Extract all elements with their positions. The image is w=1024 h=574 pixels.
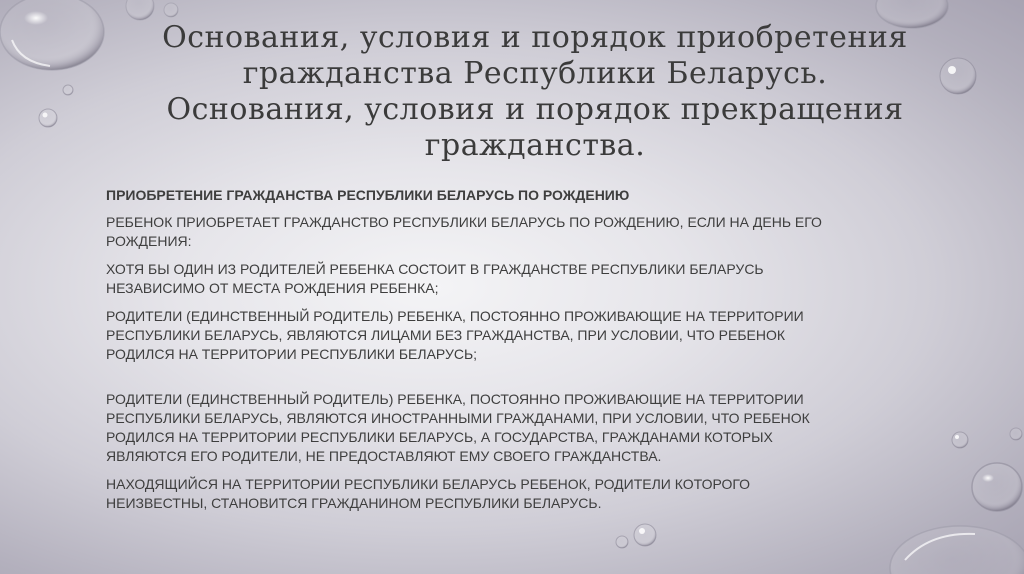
paragraph-condition-3: РОДИТЕЛИ (ЕДИНСТВЕННЫЙ РОДИТЕЛЬ) РЕБЕНКА, ПОСТОЯННО ПРОЖИВАЮЩИЕ НА ТЕРРИТОРИИ РЕСПУБЛИКИ БЕЛАРУСЬ, ЯВЛЯЮТСЯ ИНОСТРАННЫМИ ГРАЖДАНАМИ, ПРИ УСЛОВИИ, ЧТО РЕБЕНОК РОДИЛСЯ НА ТЕРРИТОРИИ РЕСПУБЛИКИ БЕЛАРУСЬ, А ГОСУДАРСТВА, ГРАЖДАНАМИ КОТОРЫХ ЯВЛЯЮТСЯ ЕГО РОДИТЕЛИ, НЕ ПРЕДОСТАВЛЯЮТ ЕМУ СВОЕГО ГРАЖДАНСТВА. [106,391,810,464]
paragraph-condition-2: РОДИТЕЛИ (ЕДИНСТВЕННЫЙ РОДИТЕЛЬ) РЕБЕНКА, ПОСТОЯННО ПРОЖИВАЮЩИЕ НА ТЕРРИТОРИИ РЕСПУБЛИКИ БЕЛАРУСЬ, ЯВЛЯЮТСЯ ЛИЦАМИ БЕЗ ГРАЖДАНСТВА, ПРИ УСЛОВИИ, ЧТО РЕБЕНОК РОДИЛСЯ НА ТЕРРИТОРИИ РЕСПУБЛИКИ БЕЛАРУСЬ; [106,308,804,362]
drop-bottom-right [890,428,1024,574]
drop-top-left-large [0,0,104,70]
drop-bottom-middle [616,524,656,548]
paragraph-foundling: НАХОДЯЩИЙСЯ НА ТЕРРИТОРИИ РЕСПУБЛИКИ БЕЛАРУСЬ РЕБЕНОК, РОДИТЕЛИ КОТОРОГО НЕИЗВЕСТНЫ, СТАНОВИТСЯ ГРАЖДАНИНОМ РЕСПУБЛИКИ БЕЛАРУСЬ. [106,476,751,511]
slide-title: Основания, условия и порядок приобретения гражданства Республики Беларусь. Основания, условия и порядок прекращения гражданства. [162,20,908,163]
paragraph-intro: РЕБЕНОК ПРИОБРЕТАЕТ ГРАЖДАНСТВО РЕСПУБЛИКИ БЕЛАРУСЬ ПО РОЖДЕНИЮ, ЕСЛИ НА ДЕНЬ ЕГО РОЖДЕНИЯ: [106,214,822,249]
paragraph-condition-1: ХОТЯ БЫ ОДИН ИЗ РОДИТЕЛЕЙ РЕБЕНКА СОСТОИТ В ГРАЖДАНСТВЕ РЕСПУБЛИКИ БЕЛАРУСЬ НЕЗАВИСИМО ОТ МЕСТА РОЖДЕНИЯ РЕБЕНКА; [106,261,764,296]
slide-body [106,186,846,522]
section-heading: ПРИОБРЕТЕНИЕ ГРАЖДАНСТВА РЕСПУБЛИКИ БЕЛАРУСЬ ПО РОЖДЕНИЮ [106,187,630,203]
